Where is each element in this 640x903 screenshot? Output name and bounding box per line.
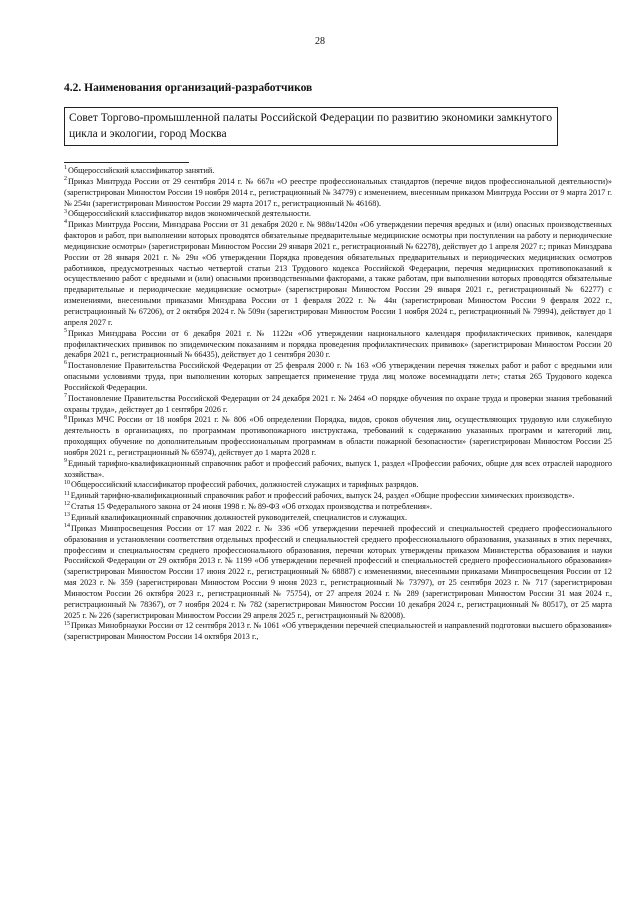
footnote-number: 11 (64, 490, 70, 497)
footnote (64, 415, 612, 458)
footnote-number: 7 (64, 392, 67, 399)
footnote (64, 513, 612, 524)
footnote-text: Приказ Минздрава России от 6 декабря 2021 г. № 1122н «Об утверждении национального календаря профилактических прививок, календаря профилактических прививок по эпидемическим показаниям и порядка проведения профилактических прививок» (зарегистрирован Минюстом России 20 декабря 2021 г., регистрационный № 66435), действует до 1 сентября 2030 г. (64, 328, 612, 360)
footnote (64, 621, 612, 643)
footnote-number: 6 (64, 360, 67, 367)
footnote-number: 14 (64, 523, 70, 530)
footnote-text: Приказ МЧС России от 18 ноября 2021 г. № 806 «Об определении Порядка, видов, сроков обучения лиц, осуществляющих трудовую или служебную деятельность в организациях, по программам противопожарного инструктажа, требований к содержанию указанных программ и категорий лиц, проходящих обучение по дополнительным профессиональным программам в области пожарной безопасности» (зарегистрирован Минюстом России 25 ноября 2021 г., регистрационный № 65974), действует до 1 марта 2028 г. (64, 415, 612, 457)
footnote-text: Постановление Правительства Российской Федерации от 25 февраля 2000 г. № 163 «Об утверждении перечня тяжелых работ и работ с вредными или опасными условиями труда, при выполнении которых запрещается применение труда лиц моложе восемнадцати лет»; статья 265 Трудового кодекса Российской Федерации. (64, 361, 612, 392)
footnote-text: Статья 15 Федерального закона от 24 июня 1998 г. № 89-ФЗ «Об отходах производства и потребления». (71, 502, 433, 512)
footnote-text: Единый тарифно-квалификационный справочник работ и профессий рабочих, выпуск 1, раздел «Профессии рабочих, общие для всех отраслей народного хозяйства». (64, 458, 612, 479)
footnote-number: 5 (64, 327, 67, 334)
footnote-number: 15 (64, 620, 70, 627)
footnote-number: 4 (64, 219, 67, 226)
footnote-text: Общероссийский классификатор профессий рабочих, должностей служащих и тарифных разрядов. (71, 480, 419, 490)
footnote (64, 524, 612, 622)
footnote (64, 209, 612, 220)
footnote-text: Единый квалификационный справочник должностей руководителей, специалистов и служащих. (71, 513, 407, 522)
footnote-text: Общероссийский классификатор видов экономической деятельности. (68, 209, 311, 219)
section-title: 4.2. Наименования организаций-разработчиков (64, 82, 313, 94)
footnote-number: 3 (64, 208, 67, 215)
footnotes (64, 166, 612, 643)
footnote-separator (64, 162, 189, 163)
footnote-text: Приказ Минтруда России от 29 сентября 2014 г. № 667н «О реестре профессиональных стандартов (перечне видов профессиональной деятельности)» (зарегистрирован Минюстом России 19 ноября 2014 г., регистрационный № 34779) с изменением, внесенным приказом Минтруда России от 9 марта 2017 г. № 254н (зарегистрирован Минюстом России 29 марта 2017 г., регистрационный № 46168). (64, 176, 612, 208)
footnote (64, 491, 612, 502)
organization-name: Совет Торгово-промышленной палаты Российской Федерации по развитию экономики замкнутого цикла и экологии, город Москва (69, 112, 553, 140)
footnote-text: Общероссийский классификатор занятий. (68, 166, 215, 175)
footnote-number: 13 (64, 512, 70, 519)
footnote-number: 9 (64, 458, 67, 465)
footnote-number: 2 (64, 176, 67, 183)
footnote-text: Постановление Правительства Российской Федерации от 24 декабря 2021 г. № 2464 «О порядке обучения по охране труда и проверки знания требований охраны труда», действует до 1 сентября 2026 г. (64, 393, 612, 414)
footnote (64, 166, 612, 177)
footnote-text: Единый тарифно-квалификационный справочник работ и профессий рабочих, выпуск 24, раздел «Общие профессии химических производств». (70, 491, 575, 501)
footnote-number: 8 (64, 414, 67, 421)
footnote-text: Приказ Минтруда России, Минздрава России от 31 декабря 2020 г. № 988н/1420н «Об утверждении перечня вредных и (или) опасных производственных факторов и работ, при выполнении которых проводятся обязательные предварительные медицинские осмотры при поступлении на работу и периодические медицинские осмотры» (зарегистрирован Минюстом России 29 января 2021 г., регистрационный № 62278), действует до 1 апреля 2027 г.; приказ Минздрава России от 28 января 2021 г. № 29н «Об утверждении Порядка проведения обязательных предварительных и периодических медицинских осмотров работников, предусмотренных частью четвертой статьи 213 Трудового кодекса Российской Федерации, перечня медицинских противопоказаний к осуществлению работ с вредными и (или) опасными производственными факторами, а также работам, при выполнении которых проводятся обязательные предварительные и периодические медицинские осмотры» (зарегистрирован Минюстом России 29 января 2021 г., регистрационный № 62277) с изменениями, внесенными приказами Минздрава России от 1 февраля 2022 г. № 44н (зарегистрирован Минюстом России 9 февраля 2022 г., регистрационный № 67206), от 2 октября 2024 г. № 509н (зарегистрирован Минюстом России 1 ноября 2024 г., регистрационный № 79994), действует до 1 апреля 2027 г. (64, 220, 612, 327)
footnote (64, 394, 612, 416)
footnote-number: 10 (64, 479, 70, 486)
organization-box (64, 107, 558, 146)
footnote (64, 502, 612, 513)
footnote-text: Приказ Минобрнауки России от 12 сентября 2013 г. № 1061 «Об утверждении перечней специальностей и направлений подготовки высшего образования» (зарегистрирован Минюстом России 14 октября 2013 г., (64, 621, 612, 642)
footnote (64, 361, 612, 394)
footnote (64, 459, 612, 481)
footnote (64, 329, 612, 362)
footnote-text: Приказ Минпросвещения России от 17 мая 2022 г. № 336 «Об утверждении перечней профессий и специальностей среднего профессионального образования и установлении соответствия отдельных профессий и специальностей среднего профессионального образования, указанных в этих перечнях, профессиям и специальностям среднего профессионального образования, перечни которых утверждены приказом Министерства образования и науки Российской Федерации от 29 октября 2013 г. № 1199 «Об утверждении перечней профессий и специальностей среднего профессионального образования» (зарегистрирован Минюстом России 17 июня 2022 г., регистрационный № 68887) с изменениями, внесенными приказами Минпросвещения России от 12 мая 2023 г. № 359 (зарегистрирован Минюстом России 9 июня 2023 г., регистрационный № 73797), от 25 сентября 2023 г. № 717 (зарегистрирован Минюстом России 26 октября 2023 г., регистрационный № 75754), от 27 апреля 2024 г. № 289 (зарегистрирован Минюстом России 31 мая 2024 г., регистрационный № 78367), от 7 ноября 2024 г. № 782 (зарегистрирован Минюстом России 10 декабря 2024 г., регистрационный № 80517), от 25 марта 2025 г. № 226 (зарегистрирован Минюстом России 29 апреля 2025 г., регистрационный № 82008). (64, 523, 612, 620)
footnote-number: 1 (64, 165, 67, 172)
page-number: 28 (315, 36, 325, 47)
footnote (64, 480, 612, 491)
footnote (64, 177, 612, 210)
footnote-number: 12 (64, 501, 70, 508)
footnote (64, 220, 612, 328)
